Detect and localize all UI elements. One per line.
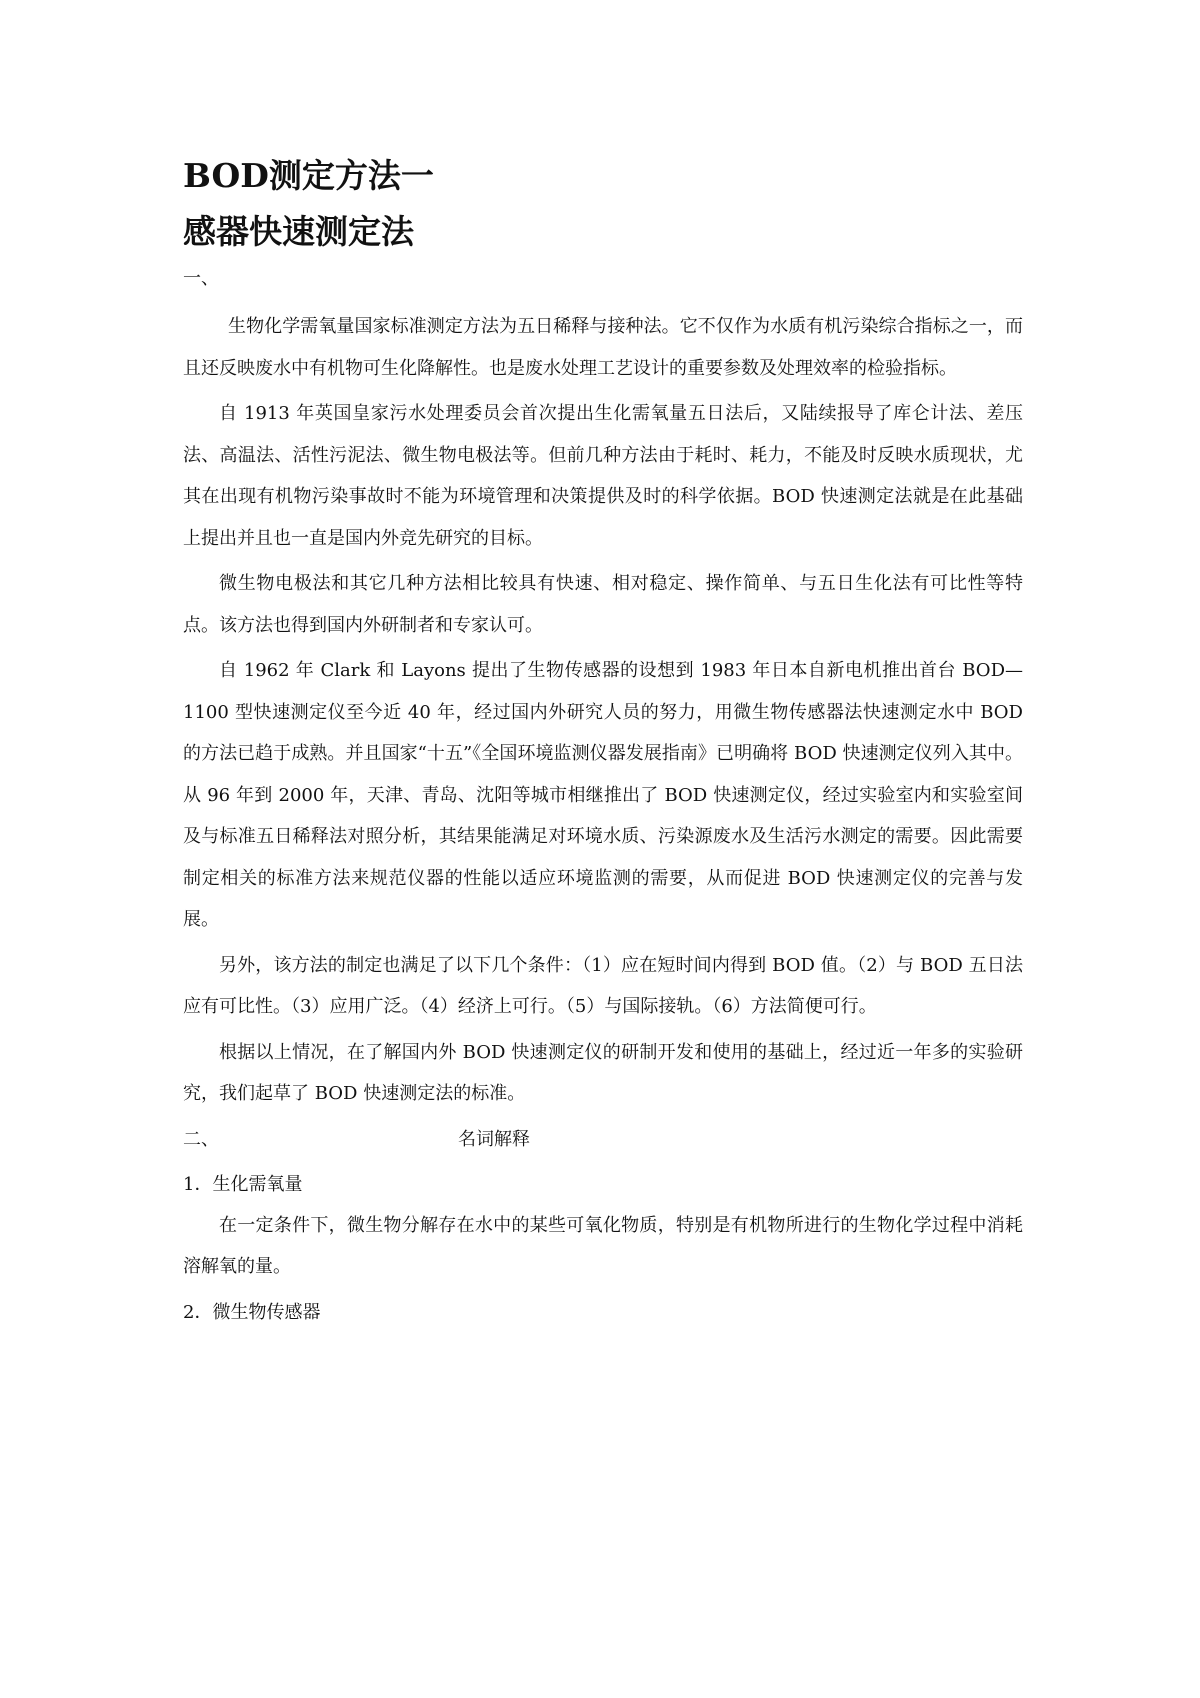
item-1-text: 在一定条件下，微生物分解存在水中的某些可氧化物质，特别是有机物所进行的生物化学过程中消耗溶解氧的量。 <box>183 1214 1023 1277</box>
paragraph-1: 生物化学需氧量国家标准测定方法为五日稀释与接种法。它不仅作为水质有机污染综合指标之一，而且还反映废水中有机物可生化降解性。也是废水处理工艺设计的重要参数及处理效率的检验指标。 <box>183 316 1023 379</box>
document-title-line-2: 感器快速测定法 <box>183 212 414 251</box>
paragraph-5: 另外，该方法的制定也满足了以下几个条件：（1）应在短时间内得到 BOD 值。（2）与 BOD 五日法应有可比性。（3）应用广泛。（4）经济上可行。（5）与国际接轨。（6）方法简便可行。 <box>183 954 1023 1017</box>
section-2-heading <box>183 1119 1023 1160</box>
item-2-title: 2．微生物传感器 <box>183 1301 321 1323</box>
document-title-line-1: BOD测定方法一 <box>183 156 434 195</box>
paragraph-3: 微生物电极法和其它几种方法相比较具有快速、相对稳定、操作简单、与五日生化法有可比性等特点。该方法也得到国内外研制者和专家认可。 <box>183 573 1023 636</box>
item-1-title: 1．生化需氧量 <box>183 1173 303 1195</box>
section-1-marker: 一、 <box>183 268 219 289</box>
section-2-marker: 二、 <box>183 1128 219 1150</box>
paragraph-6: 根据以上情况，在了解国内外 BOD 快速测定仪的研制开发和使用的基础上，经过近一年多的实验研究，我们起草了 BOD 快速测定法的标准。 <box>183 1041 1023 1104</box>
paragraph-4: 自 1962 年 Clark 和 Layons 提出了生物传感器的设想到 1983 年日本自新电机推出首台 BOD—1100 型快速测定仪至今近 40 年，经过国内外研究人员的努力，用微生物传感器法快速测定水中 BOD 的方法已趋于成熟。并且国家“十五”《全国环境监测仪器发展指南》已明确将 BOD 快速测定仪列入其中。从 96 年到 2000 年，天津、青岛、沈阳等城市相继推出了 BOD 快速测定仪，经过实验室内和实验室间及与标准五日稀释法对照分析，其结果能满足对环境水质、污染源废水及生活污水测定的需要。因此需要制定相关的标准方法来规范仪器的性能以适应环境监测的需要，从而促进 BOD 快速测定仪的完善与发展。 <box>183 660 1023 930</box>
paragraph-2: 自 1913 年英国皇家污水处理委员会首次提出生化需氧量五日法后，又陆续报导了库仑计法、差压法、高温法、活性污泥法、微生物电极法等。但前几种方法由于耗时、耗力，不能及时反映水质现状，尤其在出现有机物污染事故时不能为环境管理和决策提供及时的科学依据。BOD 快速测定法就是在此基础上提出并且也一直是国内外竞先研究的目标。 <box>183 403 1023 549</box>
section-2-title: 名词解释 <box>458 1128 530 1150</box>
document-page <box>183 148 1023 1333</box>
